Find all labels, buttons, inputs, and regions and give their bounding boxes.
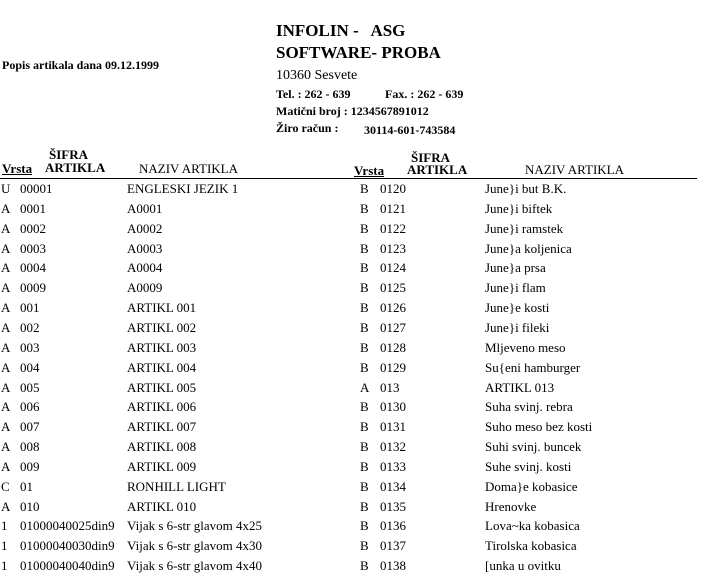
sifra-cell: 0009: [20, 280, 46, 296]
naziv-cell: Su{eni hamburger: [485, 359, 581, 375]
vrsta-cell: B: [360, 260, 369, 276]
table-row: [0, 399, 709, 419]
naziv-cell: June}a koljenica: [485, 240, 572, 256]
vrsta-cell: B: [360, 181, 369, 196]
table-row: [0, 280, 709, 300]
sifra-cell: 0121: [380, 200, 406, 216]
table-row: [0, 558, 709, 578]
report-title: Popis artikala dana 09.12.1999: [2, 58, 160, 72]
vrsta-cell: 1: [1, 558, 8, 574]
vrsta-cell: 1: [1, 538, 8, 554]
vrsta-cell: A: [1, 458, 11, 474]
sifra-cell: 0124: [380, 260, 406, 276]
naziv-cell: ARTIKL 010: [127, 498, 197, 514]
sifra-cell: 0130: [380, 399, 406, 415]
vrsta-cell: C: [1, 478, 10, 494]
table-row: [0, 499, 709, 519]
sifra-cell: 001: [20, 300, 40, 316]
naziv-cell: Tirolska kobasica: [485, 538, 577, 554]
vrsta-cell: B: [360, 558, 369, 574]
table-row: [0, 300, 709, 320]
table-row: [0, 360, 709, 380]
naziv-cell: ARTIKL 008: [127, 439, 197, 455]
sifra-cell: 0001: [20, 200, 46, 216]
company-name-line1: INFOLIN - ASG: [276, 21, 406, 40]
sifra-cell: 003: [20, 339, 40, 355]
naziv-cell: A0001: [127, 200, 163, 216]
naziv-cell: ARTIKL 002: [127, 319, 197, 335]
table-row: [0, 459, 709, 479]
table-row: [0, 201, 709, 221]
sifra-cell: 005: [20, 379, 40, 395]
header-divider: [0, 178, 697, 179]
naziv-cell: A0009: [127, 280, 163, 296]
table-row: [0, 419, 709, 439]
naziv-cell: ARTIKL 013: [485, 379, 555, 395]
naziv-cell: Doma}e kobasice: [485, 478, 578, 494]
col-sifra-bottom-left: ARTIKLA: [45, 160, 106, 175]
naziv-cell: June}i but B.K.: [485, 181, 567, 196]
company-fax: Fax. : 262 - 639: [385, 87, 464, 101]
col-vrsta-left: Vrsta: [2, 161, 33, 176]
sifra-cell: 0135: [380, 498, 406, 514]
col-sifra-top-right: ŠIFRA: [411, 150, 451, 165]
naziv-cell: [unka u ovitku: [485, 558, 561, 574]
sifra-cell: 00001: [20, 181, 53, 196]
vrsta-cell: A: [1, 379, 11, 395]
sifra-cell: 0129: [380, 359, 406, 375]
sifra-cell: 0002: [20, 220, 46, 236]
table-row: [0, 340, 709, 360]
sifra-cell: 0122: [380, 220, 406, 236]
sifra-cell: 0123: [380, 240, 406, 256]
sifra-cell: 004: [20, 359, 40, 375]
col-vrsta-right: Vrsta: [354, 163, 385, 178]
sifra-cell: 013: [380, 379, 400, 395]
table-row: [0, 320, 709, 340]
sifra-cell: 009: [20, 458, 40, 474]
vrsta-cell: A: [360, 379, 370, 395]
naziv-cell: Hrenovke: [485, 498, 537, 514]
vrsta-cell: A: [1, 399, 11, 415]
naziv-cell: ARTIKL 007: [127, 419, 197, 435]
vrsta-cell: B: [360, 478, 369, 494]
vrsta-cell: B: [360, 280, 369, 296]
naziv-cell: A0004: [127, 260, 163, 276]
vrsta-cell: B: [360, 240, 369, 256]
sifra-cell: 01: [20, 478, 33, 494]
sifra-cell: 0138: [380, 558, 406, 574]
naziv-cell: Suhe svinj. kosti: [485, 458, 572, 474]
vrsta-cell: B: [360, 518, 369, 534]
naziv-cell: Lova~ka kobasica: [485, 518, 580, 534]
col-sifra-top-left: ŠIFRA: [49, 147, 89, 162]
col-naziv-left: NAZIV ARTIKLA: [139, 161, 238, 176]
naziv-cell: ARTIKL 005: [127, 379, 197, 395]
naziv-cell: Suha svinj. rebra: [485, 399, 573, 415]
col-sifra-bottom-right: ARTIKLA: [407, 162, 468, 177]
vrsta-cell: A: [1, 280, 11, 296]
sifra-cell: 0136: [380, 518, 406, 534]
naziv-cell: ARTIKL 009: [127, 458, 197, 474]
company-address: 10360 Sesvete: [276, 68, 358, 83]
sifra-cell: 0132: [380, 439, 406, 455]
vrsta-cell: B: [360, 200, 369, 216]
ziro-value: 30114-601-743584: [364, 123, 456, 137]
vrsta-cell: A: [1, 240, 11, 256]
naziv-cell: June}i biftek: [485, 200, 553, 216]
sifra-cell: 002: [20, 319, 40, 335]
vrsta-cell: B: [360, 439, 369, 455]
sifra-cell: 006: [20, 399, 40, 415]
sifra-cell: 0120: [380, 181, 406, 196]
naziv-cell: June}i fileki: [485, 319, 550, 335]
sifra-cell: 0133: [380, 458, 406, 474]
ziro-label: Žiro račun :: [276, 121, 339, 135]
company-tel: Tel. : 262 - 639: [276, 87, 351, 101]
vrsta-cell: B: [360, 498, 369, 514]
company-name-line2: SOFTWARE- PROBA: [276, 43, 441, 62]
vrsta-cell: A: [1, 300, 11, 316]
naziv-cell: RONHILL LIGHT: [127, 478, 226, 494]
naziv-cell: Vijak s 6-str glavom 4x25: [127, 518, 262, 534]
naziv-cell: ARTIKL 001: [127, 300, 197, 316]
company-name: [276, 20, 441, 64]
table-row: [0, 479, 709, 499]
sifra-cell: 01000040040din9: [20, 558, 115, 574]
table-row: [0, 241, 709, 261]
vrsta-cell: B: [360, 300, 369, 316]
vrsta-cell: B: [360, 458, 369, 474]
table-row: [0, 221, 709, 241]
sifra-cell: 0003: [20, 240, 46, 256]
sifra-cell: 0131: [380, 419, 406, 435]
table-row: [0, 518, 709, 538]
naziv-cell: ENGLESKI JEZIK 1: [127, 181, 239, 196]
table-row: [0, 538, 709, 558]
naziv-cell: Vijak s 6-str glavom 4x40: [127, 558, 262, 574]
sifra-cell: 0128: [380, 339, 406, 355]
vrsta-cell: B: [360, 399, 369, 415]
vrsta-cell: A: [1, 359, 11, 375]
vrsta-cell: B: [360, 419, 369, 435]
naziv-cell: A0003: [127, 240, 163, 256]
naziv-cell: ARTIKL 003: [127, 339, 197, 355]
naziv-cell: ARTIKL 004: [127, 359, 197, 375]
col-naziv-right: NAZIV ARTIKLA: [525, 162, 624, 177]
vrsta-cell: B: [360, 538, 369, 554]
maticni-broj: Matični broj : 1234567891012: [276, 104, 429, 118]
vrsta-cell: A: [1, 260, 11, 276]
vrsta-cell: B: [360, 220, 369, 236]
naziv-cell: June}i flam: [485, 280, 546, 296]
vrsta-cell: A: [1, 319, 11, 335]
vrsta-cell: A: [1, 339, 11, 355]
table-row: [0, 380, 709, 400]
sifra-cell: 0127: [380, 319, 406, 335]
naziv-cell: Suhi svinj. buncek: [485, 439, 582, 455]
sifra-cell: 0004: [20, 260, 46, 276]
vrsta-cell: A: [1, 439, 11, 455]
naziv-cell: Suho meso bez kosti: [485, 419, 593, 435]
vrsta-cell: B: [360, 359, 369, 375]
sifra-cell: 007: [20, 419, 40, 435]
naziv-cell: ARTIKL 006: [127, 399, 197, 415]
vrsta-cell: U: [1, 181, 11, 196]
vrsta-cell: 1: [1, 518, 8, 534]
vrsta-cell: B: [360, 339, 369, 355]
vrsta-cell: A: [1, 200, 11, 216]
naziv-cell: June}e kosti: [485, 300, 550, 316]
sifra-cell: 0126: [380, 300, 406, 316]
vrsta-cell: B: [360, 319, 369, 335]
naziv-cell: Mljeveno meso: [485, 339, 566, 355]
naziv-cell: June}a prsa: [485, 260, 546, 276]
sifra-cell: 01000040025din9: [20, 518, 115, 534]
naziv-cell: Vijak s 6-str glavom 4x30: [127, 538, 262, 554]
sifra-cell: 0134: [380, 478, 406, 494]
table-row: [0, 260, 709, 280]
sifra-cell: 0137: [380, 538, 406, 554]
vrsta-cell: A: [1, 498, 11, 514]
table-row: [0, 181, 709, 201]
table-row: [0, 439, 709, 459]
sifra-cell: 0125: [380, 280, 406, 296]
naziv-cell: June}i ramstek: [485, 220, 564, 236]
vrsta-cell: A: [1, 220, 11, 236]
sifra-cell: 01000040030din9: [20, 538, 115, 554]
vrsta-cell: A: [1, 419, 11, 435]
naziv-cell: A0002: [127, 220, 163, 236]
sifra-cell: 010: [20, 498, 40, 514]
sifra-cell: 008: [20, 439, 40, 455]
